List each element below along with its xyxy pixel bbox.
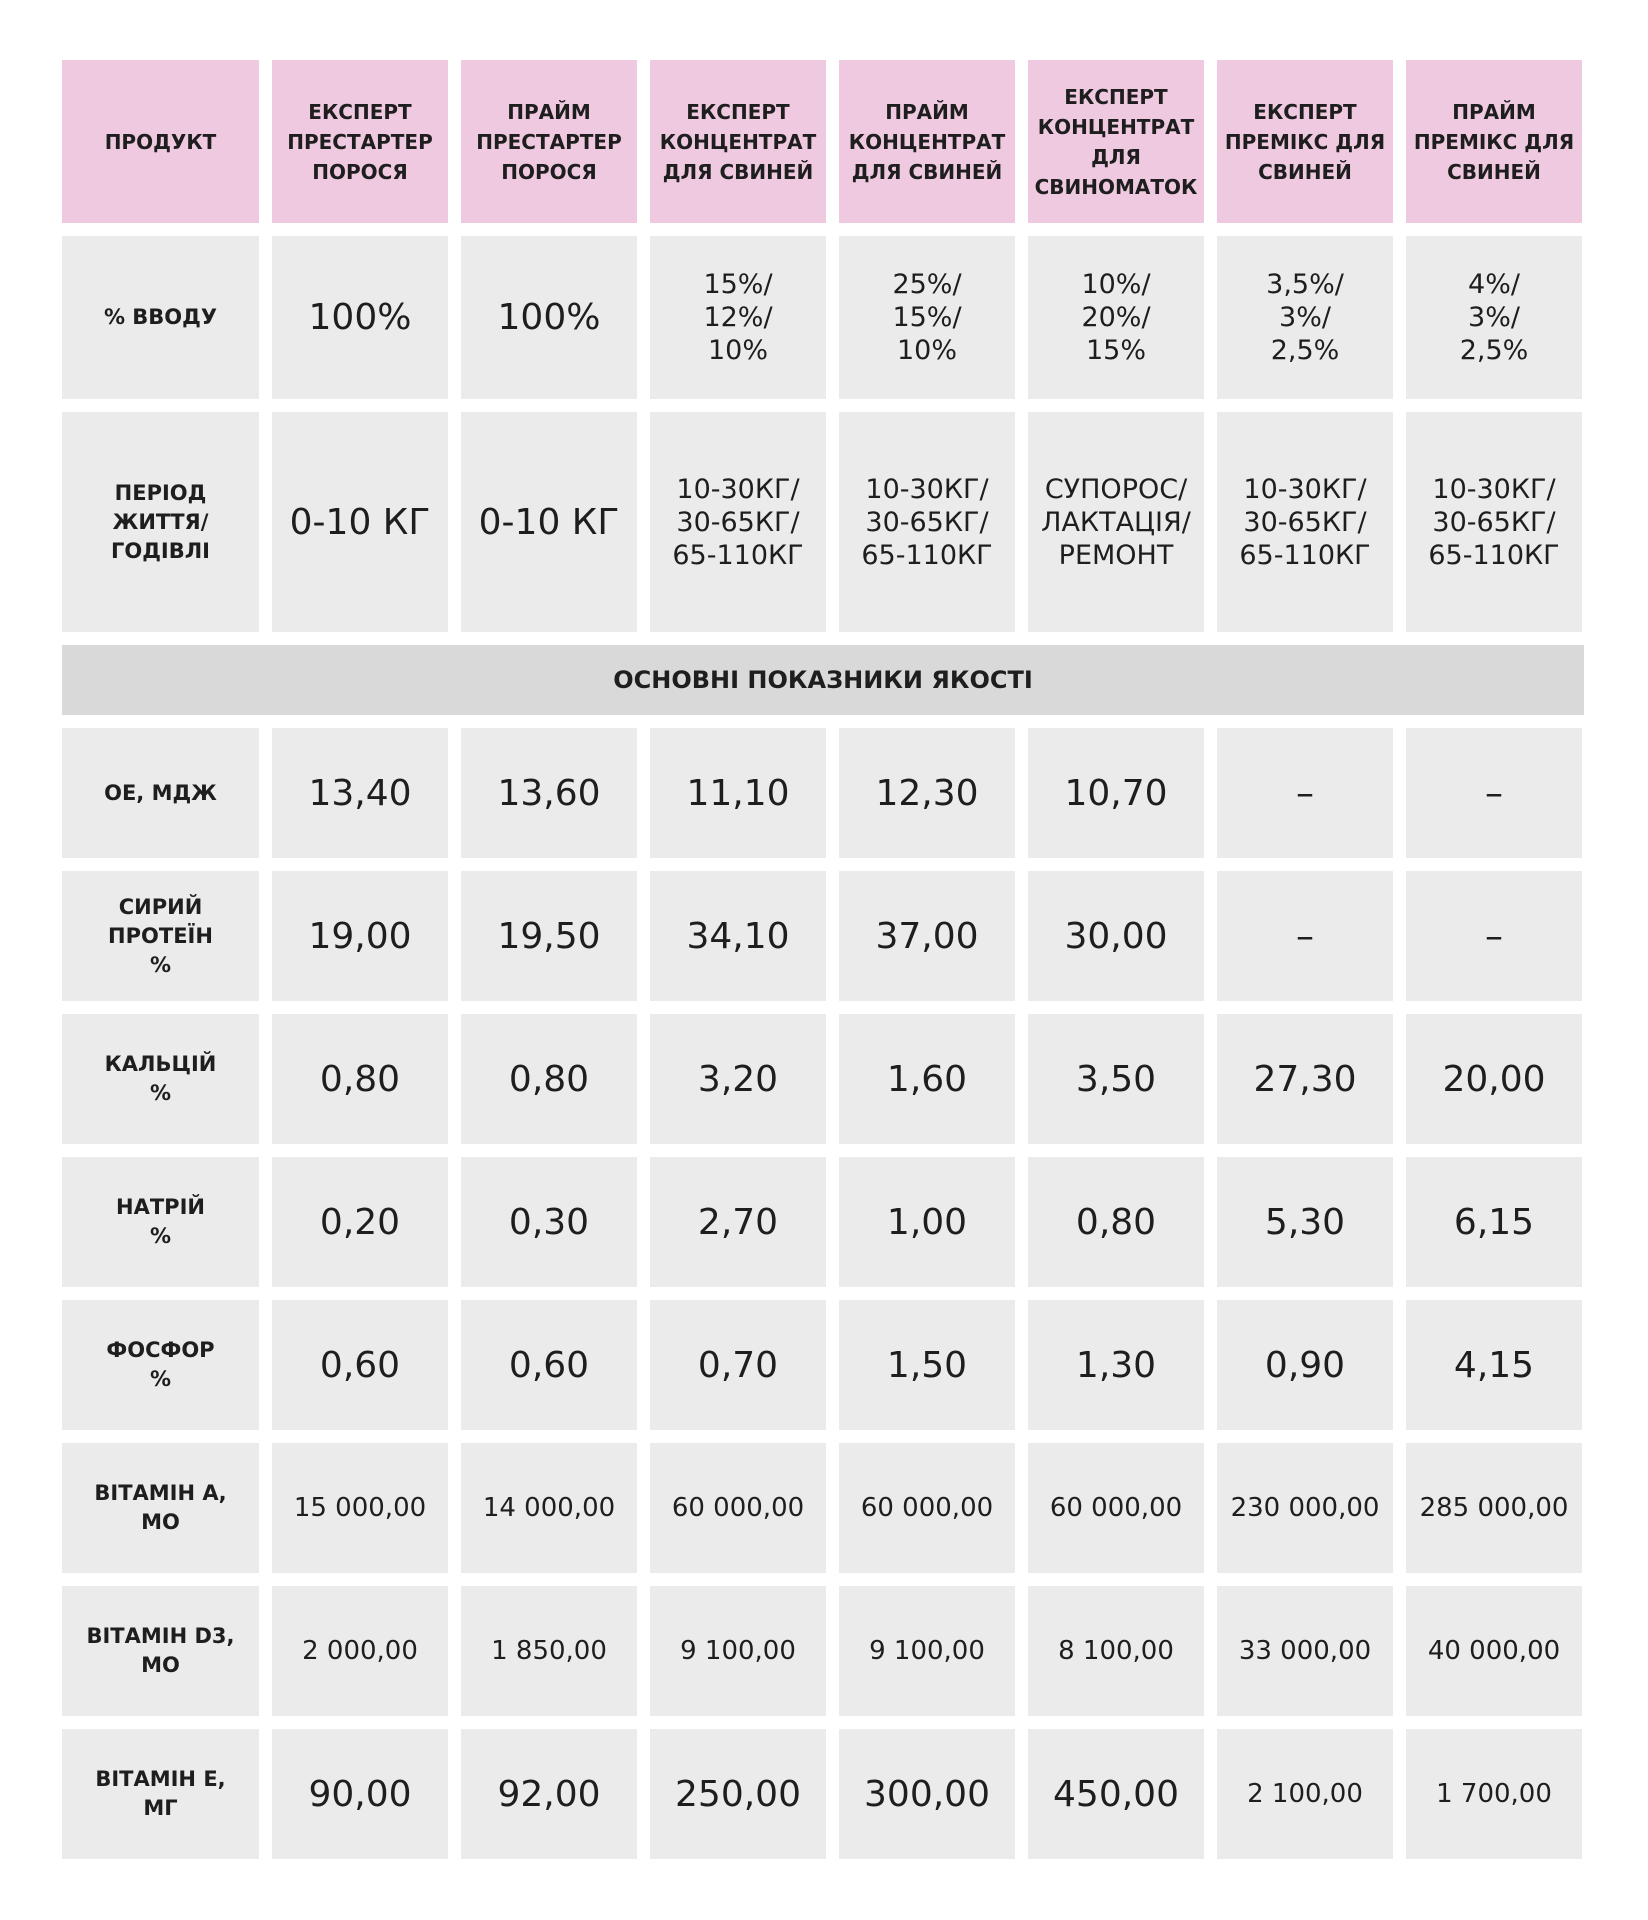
table-row-input-percent	[62, 236, 1584, 399]
table-header-row	[62, 60, 1584, 223]
table-cell: 20,00	[1406, 1014, 1582, 1144]
header-col-5: ЕКСПЕРТ КОНЦЕНТРАТ ДЛЯ СВИНОМАТОК	[1028, 60, 1204, 223]
table-cell: 60 000,00	[1028, 1443, 1204, 1573]
table-cell: 10-30КГ/ 30-65КГ/ 65-110КГ	[1217, 412, 1393, 632]
table-cell: 19,00	[272, 871, 448, 1001]
table-cell: 8 100,00	[1028, 1586, 1204, 1716]
table-cell: 230 000,00	[1217, 1443, 1393, 1573]
table-cell: 11,10	[650, 728, 826, 858]
row-label: ВІТАМІН А, МО	[62, 1443, 259, 1573]
header-col-3: ЕКСПЕРТ КОНЦЕНТРАТ ДЛЯ СВИНЕЙ	[650, 60, 826, 223]
row-label: ФОСФОР %	[62, 1300, 259, 1430]
table-row-calcium	[62, 1014, 1584, 1144]
table-cell: 33 000,00	[1217, 1586, 1393, 1716]
table-cell: 15 000,00	[272, 1443, 448, 1573]
table-cell: 1,30	[1028, 1300, 1204, 1430]
table-cell: 60 000,00	[839, 1443, 1015, 1573]
table-cell: 10-30КГ/ 30-65КГ/ 65-110КГ	[650, 412, 826, 632]
header-col-7: ПРАЙМ ПРЕМІКС ДЛЯ СВИНЕЙ	[1406, 60, 1582, 223]
table-row-vitamin-a	[62, 1443, 1584, 1573]
table-cell: 30,00	[1028, 871, 1204, 1001]
table-cell: 10%/ 20%/ 15%	[1028, 236, 1204, 399]
table-cell: –	[1406, 871, 1582, 1001]
table-cell: 2,70	[650, 1157, 826, 1287]
row-label: КАЛЬЦІЙ %	[62, 1014, 259, 1144]
row-label: ВІТАМІН D3, МО	[62, 1586, 259, 1716]
table-cell: 15%/ 12%/ 10%	[650, 236, 826, 399]
table-cell: 34,10	[650, 871, 826, 1001]
row-label: СИРИЙ ПРОТЕЇН %	[62, 871, 259, 1001]
header-col-6: ЕКСПЕРТ ПРЕМІКС ДЛЯ СВИНЕЙ	[1217, 60, 1393, 223]
table-cell: 40 000,00	[1406, 1586, 1582, 1716]
header-col-4: ПРАЙМ КОНЦЕНТРАТ ДЛЯ СВИНЕЙ	[839, 60, 1015, 223]
header-col-1: ЕКСПЕРТ ПРЕСТАРТЕР ПОРОСЯ	[272, 60, 448, 223]
table-cell: 13,60	[461, 728, 637, 858]
table-cell: 100%	[272, 236, 448, 399]
table-cell: 300,00	[839, 1729, 1015, 1859]
row-label: % ВВОДУ	[62, 236, 259, 399]
table-cell: 3,20	[650, 1014, 826, 1144]
table-cell: 1,50	[839, 1300, 1015, 1430]
table-cell: 0-10 КГ	[461, 412, 637, 632]
section-title-quality: ОСНОВНІ ПОКАЗНИКИ ЯКОСТІ	[62, 645, 1584, 715]
table-cell: 0,80	[272, 1014, 448, 1144]
row-label: ОЕ, МДЖ	[62, 728, 259, 858]
table-cell: 1 850,00	[461, 1586, 637, 1716]
table-cell: 25%/ 15%/ 10%	[839, 236, 1015, 399]
table-row-protein	[62, 871, 1584, 1001]
table-cell: –	[1217, 728, 1393, 858]
table-cell: 1 700,00	[1406, 1729, 1582, 1859]
table-row-phosphorus	[62, 1300, 1584, 1430]
table-cell: 9 100,00	[650, 1586, 826, 1716]
table-cell: 6,15	[1406, 1157, 1582, 1287]
table-cell: 60 000,00	[650, 1443, 826, 1573]
header-col-2: ПРАЙМ ПРЕСТАРТЕР ПОРОСЯ	[461, 60, 637, 223]
table-cell: 12,30	[839, 728, 1015, 858]
table-row-life-period	[62, 412, 1584, 632]
table-cell: 10,70	[1028, 728, 1204, 858]
table-cell: 37,00	[839, 871, 1015, 1001]
table-cell: 90,00	[272, 1729, 448, 1859]
table-row-energy	[62, 728, 1584, 858]
row-label: ПЕРІОД ЖИТТЯ/ГОДІВЛІ	[62, 412, 259, 632]
table-cell: 285 000,00	[1406, 1443, 1582, 1573]
table-cell: 4%/ 3%/ 2,5%	[1406, 236, 1582, 399]
product-table	[62, 60, 1584, 1872]
table-cell: 1,60	[839, 1014, 1015, 1144]
table-cell: 10-30КГ/ 30-65КГ/ 65-110КГ	[839, 412, 1015, 632]
table-cell: 0,20	[272, 1157, 448, 1287]
table-cell: 10-30КГ/ 30-65КГ/ 65-110КГ	[1406, 412, 1582, 632]
table-cell: 2 100,00	[1217, 1729, 1393, 1859]
table-cell: 2 000,00	[272, 1586, 448, 1716]
table-cell: 100%	[461, 236, 637, 399]
table-cell: –	[1217, 871, 1393, 1001]
table-row-vitamin-d3	[62, 1586, 1584, 1716]
table-cell: 0,60	[272, 1300, 448, 1430]
table-cell: 1,00	[839, 1157, 1015, 1287]
table-cell: 19,50	[461, 871, 637, 1001]
table-cell: 0,80	[461, 1014, 637, 1144]
table-cell: 5,30	[1217, 1157, 1393, 1287]
table-cell: 450,00	[1028, 1729, 1204, 1859]
table-cell: 0,80	[1028, 1157, 1204, 1287]
row-label: ВІТАМІН Е, МГ	[62, 1729, 259, 1859]
table-cell: 14 000,00	[461, 1443, 637, 1573]
table-cell: 0,60	[461, 1300, 637, 1430]
table-cell: –	[1406, 728, 1582, 858]
table-cell: 3,50	[1028, 1014, 1204, 1144]
table-cell: 250,00	[650, 1729, 826, 1859]
table-cell: 9 100,00	[839, 1586, 1015, 1716]
table-cell: 0,30	[461, 1157, 637, 1287]
table-cell: 0-10 КГ	[272, 412, 448, 632]
header-label-product: ПРОДУКТ	[62, 60, 259, 223]
table-cell: 27,30	[1217, 1014, 1393, 1144]
table-cell: 0,90	[1217, 1300, 1393, 1430]
table-cell: 4,15	[1406, 1300, 1582, 1430]
table-cell: СУПОРОС/ ЛАКТАЦІЯ/ РЕМОНТ	[1028, 412, 1204, 632]
row-label: НАТРІЙ %	[62, 1157, 259, 1287]
table-row-sodium	[62, 1157, 1584, 1287]
table-cell: 3,5%/ 3%/ 2,5%	[1217, 236, 1393, 399]
table-cell: 13,40	[272, 728, 448, 858]
table-cell: 0,70	[650, 1300, 826, 1430]
table-cell: 92,00	[461, 1729, 637, 1859]
table-row-vitamin-e	[62, 1729, 1584, 1859]
